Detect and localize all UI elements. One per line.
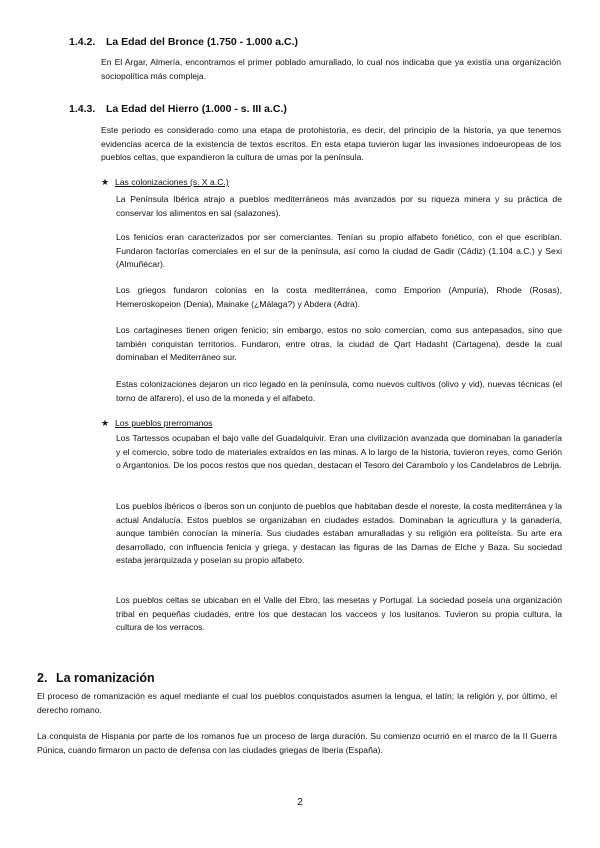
paragraph-fenicios: Los fenicios eran caracterizados por ser comerciantes. Tenían su propio alfabeto fonético, con el que escribían. Fundaron factorías comerciales en el sur de la península, así como la ciudad de Gadir (Cádiz) (1.104 a.C.) y Sexi (Almuñécar). [116, 232, 562, 269]
paragraph-conquista-hispania: La conquista de Hispania por parte de los romanos fue un proceso de larga duración. Su comienzo ocurrió en el marco de la II Guerra Púnica, cuando firmaron un pacto de defensa con las ciudades griegas de Iberia (España). [37, 731, 557, 755]
heading-edad-hierro [69, 103, 287, 115]
paragraph-legado: Estas colonizaciones dejaron un rico legado en la península, como nuevos cultivos (olivo y vid), nuevas técnicas (el torno de alfarero), el uso de la moneda y el alfabeto. [116, 379, 562, 403]
heading-title: La Edad del Hierro (1.000 - s. III a.C.) [106, 103, 287, 115]
paragraph-celtas: Los pueblos celtas se ubicaban en el Valle del Ebro, las mesetas y Portugal. La sociedad poseía una organización tribal en pequeñas ciudades, entre los que destacan los vacceos y los lusitanos. Tuvieron su propia cultura, la cultura de los verracos. [116, 595, 562, 632]
heading-title: La romanización [56, 671, 155, 685]
paragraph-griegos: Los griegos fundaron colonias en la costa mediterránea, como Emporion (Ampuria), Rhode (Rosas), Hemeroskopeion (Denia), Mainake (¿Málaga?) y Abdera (Adra). [116, 285, 562, 309]
heading-edad-bronce [69, 36, 298, 48]
page-number: 2 [297, 797, 303, 808]
heading-romanizacion [37, 671, 155, 685]
heading-number: 1.4.2. [69, 36, 96, 48]
bullet-label: Los pueblos prerromanos [115, 418, 213, 428]
star-icon: ★ [101, 418, 110, 428]
heading-number: 2. [37, 671, 48, 685]
star-icon: ★ [101, 177, 110, 187]
paragraph-iberos: Los pueblos ibéricos o íberos son un conjunto de pueblos que habitaban desde el noreste, la costa mediterránea y la actual Andalucía. Estos pueblos se organizaban en ciudades estados. Dominaban la agricultura y la ganadería, aunque también conocían la minería. Sus ciudades estaban amuralladas y su religión era politeísta. Su arte era desarrollado, con influencia fenicia y griega, y destacan las figuras de las Damas de Elche y Baza. Su sociedad estaba jerarquizada y poseían su propio alfabeto. [116, 501, 562, 565]
bullet-colonizaciones [101, 176, 229, 188]
heading-title: La Edad del Bronce (1.750 - 1.000 a.C.) [106, 36, 298, 48]
paragraph-tartessos: Los Tartessos ocupaban el bajo valle del Guadalquivir. Eran una civilización avanzada que dominaban la ganadería y el comercio, sobre todo de materiales extraídos en las minas. A lo largo de la historia, tuvieron reyes, como Gerión o Argantonios. De los pocos restos que nos quedan, destacan el Tesoro del Carambolo y los Candelabros de Lebrija. [116, 433, 562, 470]
paragraph-hierro-intro: Este periodo es considerado como una etapa de protohistoria, es decir, del principio de la historia, ya que tenemos evidencias acerca de la existencia de textos escritos. En esta etapa tuvieron lugar las invasiones indoeuropeas de los pueblos celtas, que expandieron la cultura de urnas por la península. [101, 125, 561, 162]
bullet-prerromanos [101, 417, 212, 429]
paragraph-romanizacion-definicion: El proceso de romanización es aquel mediante el cual los pueblos conquistados asumen la lengua, el latín; la religión y, por último, el derecho romano. [37, 691, 557, 715]
paragraph-cartagineses: Los cartagineses tienen origen fenicio; sin embargo, estos no solo comercian, como sus antepasados, sino que también conquistan territorios. Fundaron, entre otras, la ciudad de Qart Hadasht (Cartagena), desde la cual dominaban el Mediterráneo sur. [116, 325, 562, 362]
heading-number: 1.4.3. [69, 103, 96, 115]
paragraph-colonizaciones-atraccion: La Península Ibérica atrajo a pueblos mediterráneos más avanzados por su riqueza minera y su práctica de conservar los alimentos en sal (salazones). [116, 194, 562, 218]
bullet-label: Las colonizaciones (s. X a.C.) [115, 177, 229, 187]
paragraph-bronce: En El Argar, Almería, encontramos el primer poblado amurallado, lo cual nos indicaba que ya existía una organización sociopolítica más compleja. [101, 57, 561, 81]
